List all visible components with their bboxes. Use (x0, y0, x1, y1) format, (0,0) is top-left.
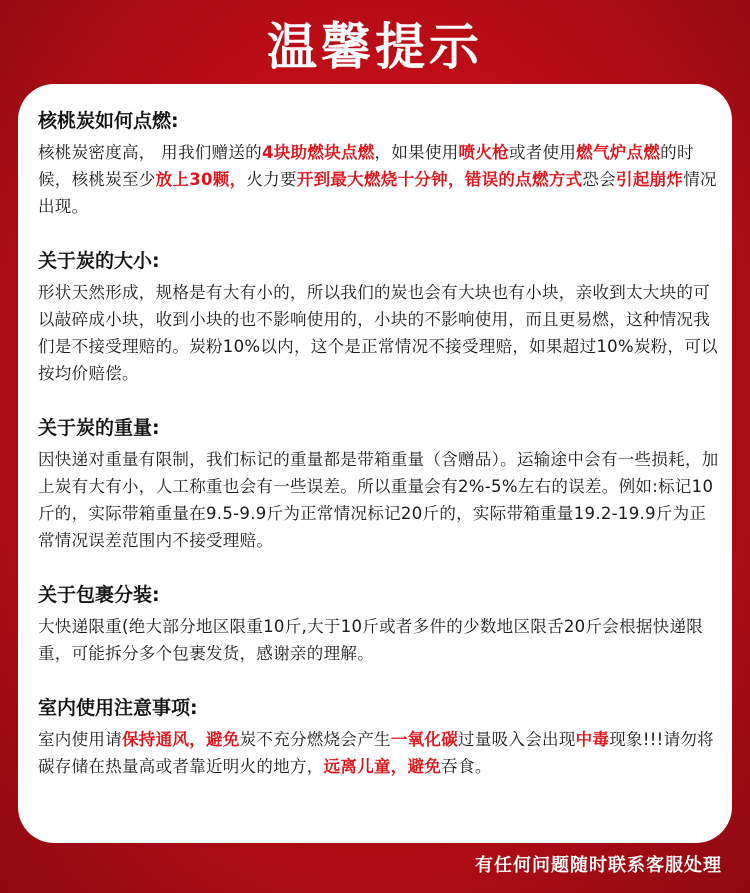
body-text: 吞食。 (441, 757, 492, 776)
body-text: 情况出现。 (38, 170, 717, 216)
body-text: 炭不充分燃烧会产生 (239, 730, 391, 749)
highlighted-text: 引起崩炸 (616, 170, 684, 189)
notice-content (38, 108, 722, 808)
section-body (38, 613, 722, 667)
notice-section (38, 695, 722, 780)
body-text: 室内使用请 (38, 730, 122, 749)
footer-contact-note: 有任何问题随时联系客服处理 (475, 855, 722, 876)
notice-section (38, 582, 722, 667)
page-title: 温馨提示 (267, 18, 483, 76)
notice-section (38, 108, 722, 220)
section-body (38, 279, 722, 387)
body-text: 的时候，核桃炭至少 (38, 143, 694, 189)
highlighted-text: 远离儿童，避免 (323, 757, 442, 776)
section-body (38, 726, 722, 780)
notice-section (38, 248, 722, 387)
highlighted-text: 开到最大燃烧十分钟，错误的点燃方式 (296, 170, 583, 189)
body-text: 或者使用 (508, 143, 577, 162)
section-heading: 室内使用注意事项: (38, 697, 198, 719)
notice-section (38, 415, 722, 554)
section-body (38, 446, 722, 554)
section-heading: 关于炭的重量: (38, 417, 160, 439)
highlighted-text: 中毒 (575, 730, 610, 749)
section-heading: 关于包裹分装: (38, 584, 160, 606)
body-text: 大快递限重(绝大部分地区限重10斤,大于10斤或者多件的少数地区限舌20斤会根据快递限重，可能拆分多个包裹发货，感谢亲的理解。 (38, 617, 704, 663)
section-body (38, 139, 722, 220)
highlighted-text: 4块助燃块点燃 (261, 143, 375, 162)
section-heading: 关于炭的大小: (38, 250, 160, 272)
highlighted-text: 燃气炉点燃 (576, 143, 661, 162)
body-text: 火力要 (246, 170, 297, 189)
body-text: 因快递对重量有限制，我们标记的重量都是带箱重量（含赠品）。运输途中会有一些损耗，加上炭有大有小，人工称重也会有一些误差。所以重量会有2%-5%左右的误差。例如:标记10斤的，实际带箱重量在9.5-9.9斤为正常情况标记20斤的，实际带箱重量19.2-19.9斤为正常情况误差范围内不接受理赔。 (38, 450, 719, 550)
section-heading: 核桃炭如何点燃: (38, 110, 179, 132)
highlighted-text: 喷火枪 (458, 143, 509, 162)
body-text: ，如果使用 (374, 143, 459, 162)
body-text: 形状天然形成，规格是有大有小的，所以我们的炭也会有大块也有小块，亲收到太大块的可以敲碎成小块，收到小块的也不影响使用的，小块的不影响使用，而且更易燃，这种情况我们是不接受理赔的。炭粉10%以内，这个是正常情况不接受理赔，如果超过10%炭粉，可以按均价赔偿。 (38, 283, 718, 383)
body-text: 恐会 (582, 170, 616, 189)
body-text: 现象!!!请勿将碳存储在热量高或者靠近明火的地方， (38, 730, 714, 776)
highlighted-text: 一氧化碳 (390, 730, 459, 749)
highlighted-text: 放上30颗， (155, 170, 247, 189)
body-text: 过量吸入会出现 (458, 730, 576, 749)
highlighted-text: 保持通风，避免 (122, 730, 240, 749)
body-text: 核桃炭密度高， 用我们赠送的 (38, 143, 262, 162)
